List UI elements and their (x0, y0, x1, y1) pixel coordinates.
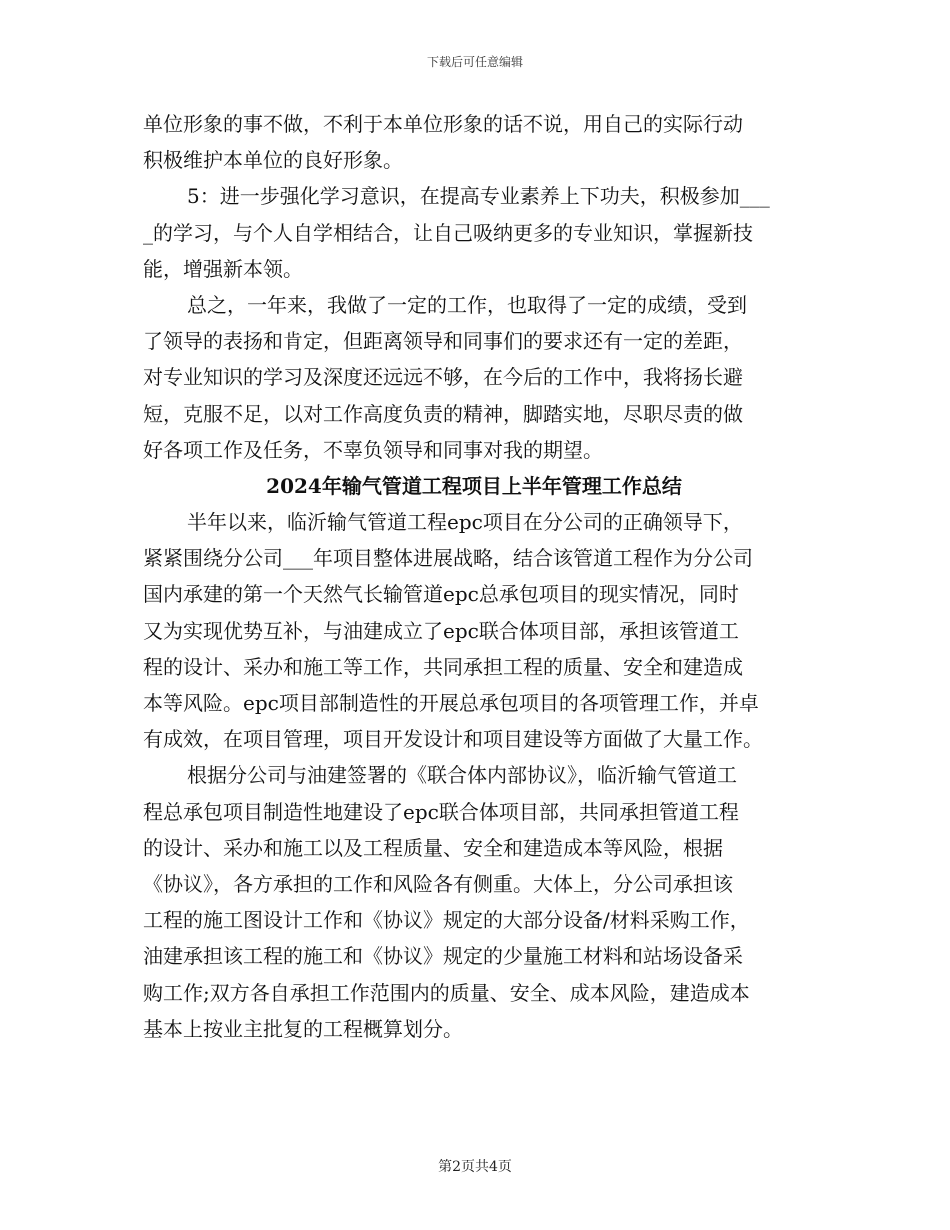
body-line: 购工作;双方各自承担工作范围内的质量、安全、成本风险，建造成本 (143, 980, 750, 1005)
body-line: 了领导的表扬和肯定，但距离领导和同事们的要求还有一定的差距， (143, 329, 743, 354)
body-line: 对专业知识的学习及深度还远远不够，在今后的工作中，我将扬长避 (143, 365, 743, 390)
body-line: 有成效，在项目管理，项目开发设计和项目建设等方面做了大量工作。 (143, 727, 763, 752)
body-line: 本等风险。epc项目部制造性的开展总承包项目的各项管理工作，并卓 (143, 691, 759, 715)
body-line: 程总承包项目制造性地建设了epc联合体项目部，共同承担管道工程 (143, 799, 739, 824)
body-line: 《协议》，各方承担的工作和风险各有侧重。大体上，分公司承担该 (143, 871, 733, 896)
body-line: 半年以来，临沂输气管道工程epc项目在分公司的正确领导下， (187, 510, 743, 535)
body-line: 5：进一步强化学习意识，在提高专业素养上下功夫，积极参加___ (187, 184, 770, 209)
body-line: 紧紧围绕分公司___年项目整体进展战略，结合该管道工程作为分公司 (143, 546, 753, 571)
body-line: 工程的施工图设计工作和《协议》规定的大部分设备/材料采购工作， (143, 908, 750, 933)
body-line: _的学习，与个人自学相结合，让自己吸纳更多的专业知识，掌握新技 (143, 220, 753, 245)
body-line: 好各项工作及任务，不辜负领导和同事对我的期望。 (143, 437, 603, 462)
body-line: 短，克服不足，以对工作高度负责的精神，脚踏实地，尽职尽责的做 (143, 401, 743, 426)
body-line: 程的设计、采办和施工等工作，共同承担工程的质量、安全和建造成 (143, 654, 743, 679)
body-line: 根据分公司与油建签署的《联合体内部协议》，临沂输气管道工 (187, 763, 737, 788)
page-number: 第2页共4页 (438, 1159, 512, 1175)
body-line: 国内承建的第一个天然气长输管道epc总承包项目的现实情况，同时 (143, 582, 739, 607)
body-line: 的设计、采办和施工以及工程质量、安全和建造成本等风险，根据 (143, 835, 723, 860)
body-line: 积极维护本单位的良好形象。 (143, 148, 403, 173)
section-title: 2024年输气管道工程项目上半年管理工作总结 (266, 473, 682, 498)
body-line: 基本上按业主批复的工程概算划分。 (143, 1016, 463, 1041)
body-line: 能，增强新本领。 (143, 256, 303, 281)
body-line: 单位形象的事不做，不利于本单位形象的话不说，用自己的实际行动 (143, 112, 743, 136)
body-line: 总之，一年来，我做了一定的工作，也取得了一定的成绩，受到 (187, 292, 747, 317)
page-header: 下载后可任意编辑 (426, 55, 523, 69)
body-line: 又为实现优势互补，与油建成立了epc联合体项目部，承担该管道工 (143, 618, 739, 643)
body-line: 油建承担该工程的施工和《协议》规定的少量施工材料和站场设备采 (143, 944, 743, 969)
document-body (143, 106, 805, 1047)
